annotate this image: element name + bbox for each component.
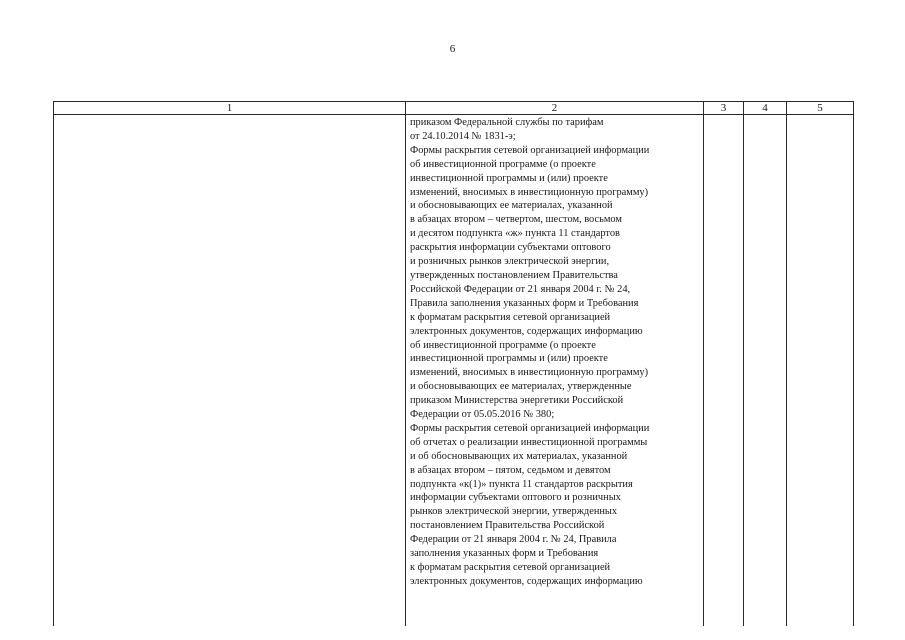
text-line: Формы раскрытия сетевой организацией информации (410, 144, 650, 156)
text-line: информации субъектами оптового и розничных (410, 492, 621, 504)
text-line: электронных документов, содержащих информацию (410, 325, 643, 337)
text-line: Федерации от 21 января 2004 г. № 24, Правила (410, 534, 617, 546)
text-line: утвержденных постановлением Правительства (410, 269, 618, 281)
text-line: приказом Федеральной службы по тарифам (410, 117, 604, 128)
text-line: в абзацах втором – пятом, седьмом и девятом (410, 464, 611, 476)
text-line: изменений, вносимых в инвестиционную программу) (410, 367, 649, 379)
text-line: электронных документов, содержащих информацию (410, 575, 643, 587)
column-header-5: 5 (787, 102, 854, 115)
text-line: инвестиционной программы и (или) проекте (410, 172, 608, 184)
table-row (54, 115, 854, 627)
cell-column-1 (54, 115, 406, 627)
text-line: подпункта «к(1)» пункта 11 стандартов раскрытия (410, 478, 633, 490)
cell-column-5 (787, 115, 854, 627)
text-line: заполнения указанных форм и Требования (410, 548, 599, 560)
text-line: и десятом подпункта «ж» пункта 11 стандартов (410, 228, 620, 240)
cell-column-2 (406, 115, 704, 627)
text-line: рынков электрической энергии, утвержденных (410, 506, 618, 518)
text-line: об отчетах о реализации инвестиционной программы (410, 436, 648, 448)
text-line: к форматам раскрытия сетевой организацией (410, 311, 611, 323)
column-header-1: 1 (54, 102, 406, 115)
column-header-2: 2 (406, 102, 704, 115)
cell-column-4 (744, 115, 787, 627)
text-line: изменений, вносимых в инвестиционную программу) (410, 186, 649, 198)
text-line: постановлением Правительства Российской (410, 520, 605, 532)
page-number: 6 (449, 43, 456, 55)
text-line: и обосновывающих ее материалах, утвержденные (410, 381, 632, 393)
document-table (53, 101, 854, 626)
text-line: инвестиционной программы и (или) проекте (410, 353, 608, 365)
text-line: раскрытия информации субъектами оптового (410, 242, 611, 254)
text-line: от 24.10.2014 № 1831-э; (410, 130, 516, 142)
text-line: об инвестиционной программе (о проекте (410, 158, 596, 170)
column-header-4: 4 (744, 102, 787, 115)
text-line: и розничных рынков электрической энергии, (410, 256, 610, 268)
text-line: об инвестиционной программе (о проекте (410, 339, 596, 351)
text-line: к форматам раскрытия сетевой организацией (410, 562, 611, 573)
table-header-row (54, 102, 854, 115)
text-line: Формы раскрытия сетевой организацией информации (410, 422, 650, 434)
text-line: Правила заполнения указанных форм и Требования (410, 297, 639, 309)
text-line: приказом Министерства энергетики Российской (410, 395, 624, 407)
text-line: в абзацах втором – четвертом, шестом, восьмом (410, 214, 622, 226)
text-line: и обосновывающих ее материалах, указанной (410, 200, 613, 212)
text-line: и об обосновывающих их материалах, указанной (410, 450, 628, 462)
cell-column-3 (704, 115, 744, 627)
text-line: Федерации от 05.05.2016 № 380; (410, 409, 555, 421)
column-header-3: 3 (704, 102, 744, 115)
text-line: Российской Федерации от 21 января 2004 г. № 24, (410, 283, 631, 295)
